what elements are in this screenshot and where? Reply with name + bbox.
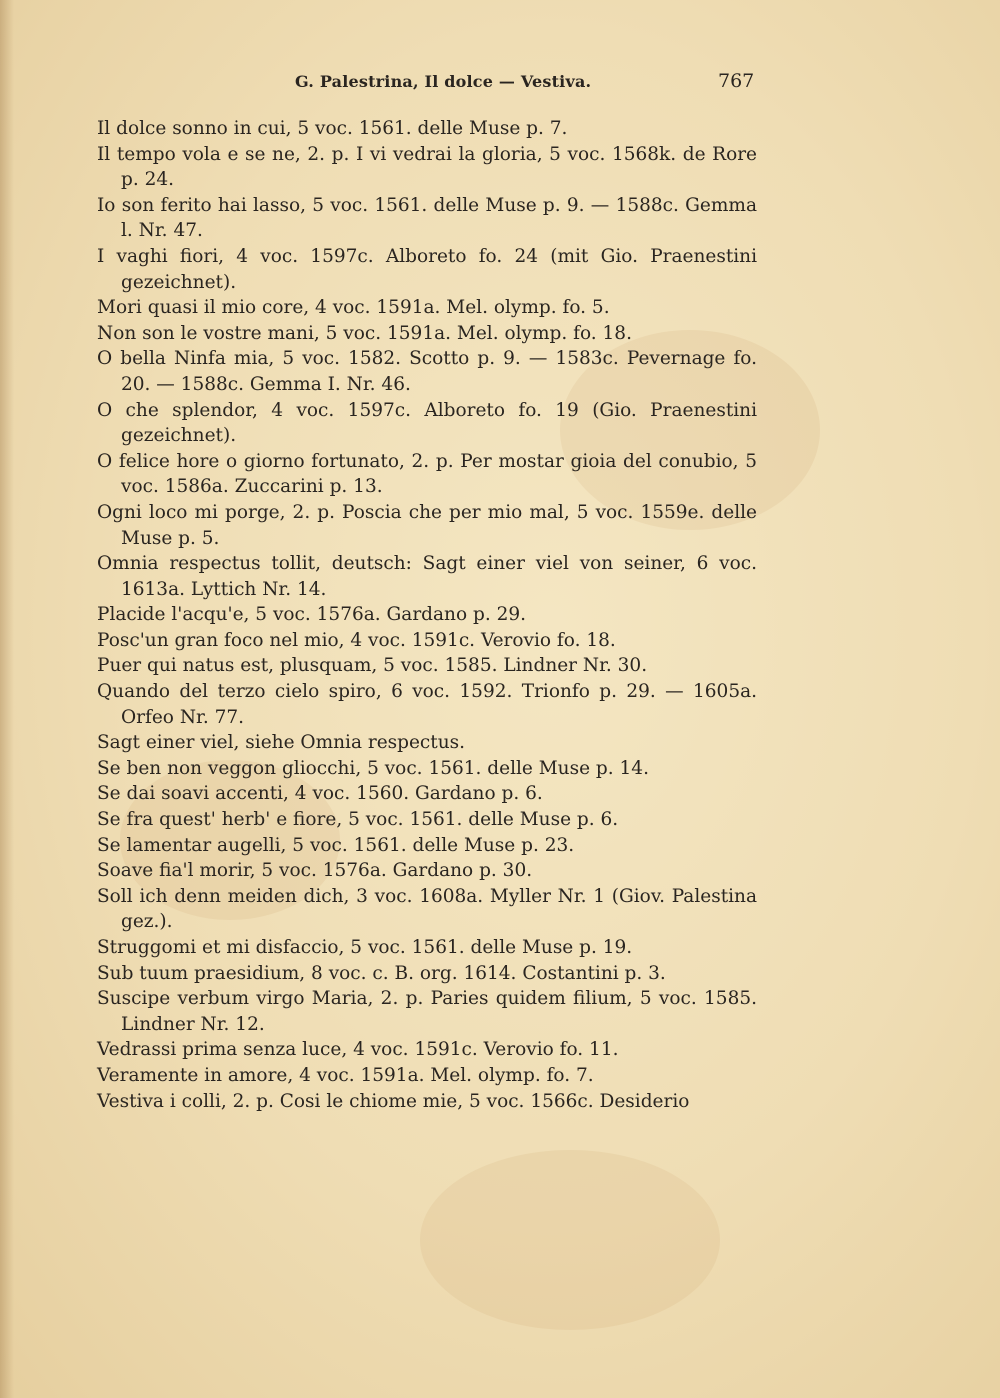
catalog-entry: Non son le vostre mani, 5 voc. 1591a. Mel. olymp. fo. 18.	[97, 322, 632, 344]
catalog-entry: O bella Ninfa mia, 5 voc. 1582. Scotto p. 9. — 1583c. Pevernage fo. 20. — 1588c. Gemma I. Nr. 46.	[97, 348, 757, 395]
catalog-entry: Sub tuum praesidium, 8 voc. c. B. org. 1614. Costantini p. 3.	[97, 962, 666, 984]
catalog-entry: Ogni loco mi porge, 2. p. Poscia che per mio mal, 5 voc. 1559e. delle Muse p. 5.	[97, 501, 757, 549]
catalog-entry: Vedrassi prima senza luce, 4 voc. 1591c. Verovio fo. 11.	[97, 1039, 619, 1061]
catalog-entry: Placide l'acqu'e, 5 voc. 1576a. Gardano p. 29.	[97, 604, 527, 626]
catalog-entry: Se lamentar augelli, 5 voc. 1561. delle Muse p. 23.	[97, 834, 575, 856]
catalog-entry: Puer qui natus est, plusquam, 5 voc. 1585. Lindner Nr. 30.	[97, 655, 648, 677]
catalog-entry: Il tempo vola e se ne, 2. p. I vi vedrai la gloria, 5 voc. 1568k. de Rore p. 24.	[97, 143, 757, 191]
catalog-entry: I vaghi fiori, 4 voc. 1597c. Alboreto fo. 24 (mit Gio. Praenestini gezeichnet).	[97, 245, 757, 293]
paper-stain	[420, 1150, 720, 1330]
catalog-entries	[97, 116, 757, 1114]
catalog-entry: Il dolce sonno in cui, 5 voc. 1561. delle Muse p. 7.	[97, 118, 568, 139]
catalog-entry: O che splendor, 4 voc. 1597c. Alboreto fo. 19 (Gio. Praenestini gezeichnet).	[97, 399, 757, 447]
page-edge-shadow	[0, 0, 14, 1398]
catalog-entry: Quando del terzo cielo spiro, 6 voc. 1592. Trionfo p. 29. — 1605a. Orfeo Nr. 77.	[97, 681, 757, 728]
catalog-entry: Se fra quest' herb' e fiore, 5 voc. 1561. delle Muse p. 6.	[97, 809, 619, 831]
catalog-entry: Vestiva i colli, 2. p. Cosi le chiome mie, 5 voc. 1566c. Desiderio	[97, 1090, 690, 1112]
catalog-entry: Soave fia'l morir, 5 voc. 1576a. Gardano p. 30.	[97, 860, 533, 882]
catalog-entry: Omnia respectus tollit, deutsch: Sagt einer viel von seiner, 6 voc. 1613a. Lyttich Nr. 14.	[97, 553, 757, 600]
page-number: 767	[718, 70, 755, 92]
catalog-entry: O felice hore o giorno fortunato, 2. p. Per mostar gioia del conubio, 5 voc. 1586a. Zuccarini p. 13.	[97, 450, 757, 498]
catalog-entry: Se dai soavi accenti, 4 voc. 1560. Gardano p. 6.	[97, 783, 543, 805]
catalog-entry: Mori quasi il mio core, 4 voc. 1591a. Mel. olymp. fo. 5.	[97, 297, 610, 319]
catalog-entry: Io son ferito hai lasso, 5 voc. 1561. delle Muse p. 9. — 1588c. Gemma l. Nr. 47.	[97, 194, 757, 242]
catalog-entry: Struggomi et mi disfaccio, 5 voc. 1561. delle Muse p. 19.	[97, 937, 633, 958]
page-header	[0, 72, 1000, 98]
catalog-entry: Veramente in amore, 4 voc. 1591a. Mel. olymp. fo. 7.	[97, 1064, 594, 1086]
catalog-entry: Suscipe verbum virgo Maria, 2. p. Paries quidem filium, 5 voc. 1585. Lindner Nr. 12.	[97, 988, 757, 1035]
catalog-entry: Se ben non veggon gliocchi, 5 voc. 1561. delle Muse p. 14.	[97, 757, 649, 779]
running-head: G. Palestrina, Il dolce — Vestiva.	[295, 72, 592, 91]
catalog-entry: Sagt einer viel, siehe Omnia respectus.	[97, 732, 466, 754]
catalog-entry: Posc'un gran foco nel mio, 4 voc. 1591c. Verovio fo. 18.	[97, 629, 616, 651]
catalog-entry: Soll ich denn meiden dich, 3 voc. 1608a. Myller Nr. 1 (Giov. Palestina gez.).	[97, 885, 757, 933]
